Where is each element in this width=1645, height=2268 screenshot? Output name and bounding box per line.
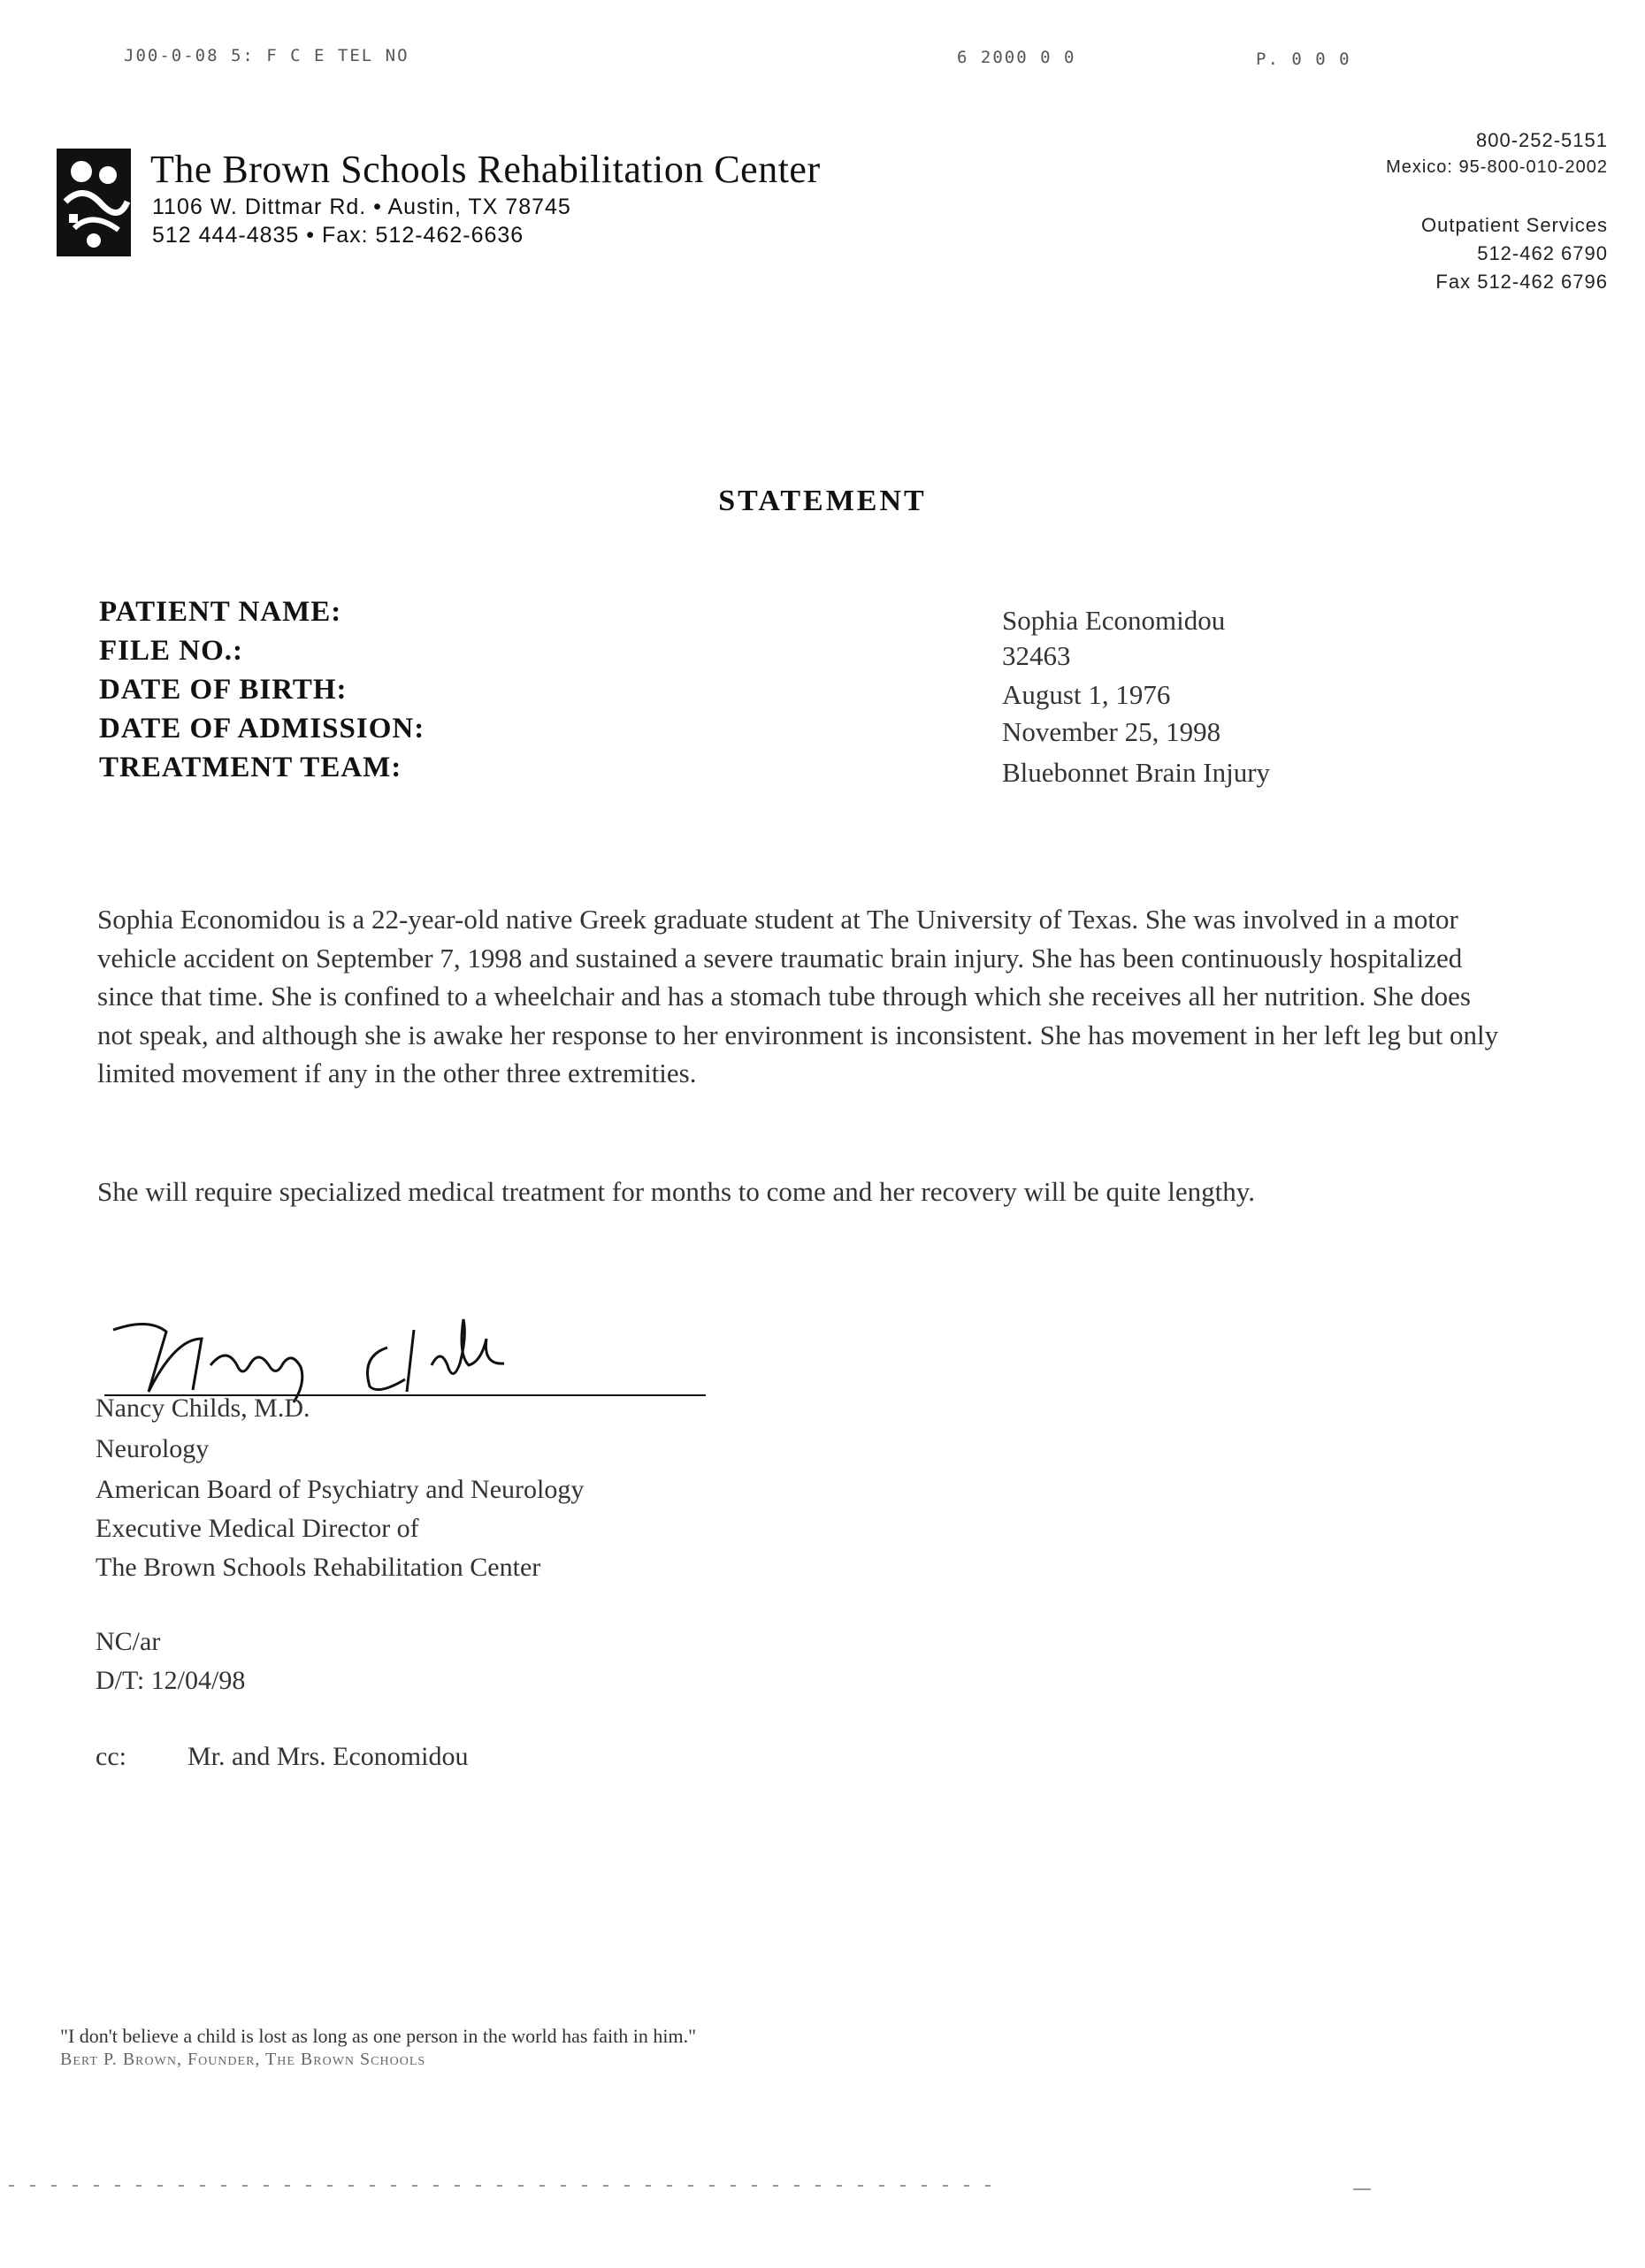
mexico-number: Mexico: 95-800-010-2002 — [1386, 157, 1608, 177]
fax-header-left: J00-0-08 5: F C E TEL NO — [124, 46, 409, 65]
signer-name: Nancy Childs, M.D. — [96, 1394, 310, 1423]
outpatient-fax: Fax 512-462 6796 — [1435, 271, 1608, 293]
fax-noise-divider — [0, 2177, 1645, 2199]
field-value-file-no: 32463 — [1002, 640, 1071, 671]
organization-phone: 512 444-4835 • Fax: 512-462-6636 — [152, 223, 524, 248]
signer-title-line1: Executive Medical Director of — [96, 1514, 419, 1543]
field-value-treatment-team: Bluebonnet Brain Injury — [1002, 757, 1271, 788]
field-label-date-of-birth: DATE OF BIRTH: — [99, 674, 348, 706]
signer-board: American Board of Psychiatry and Neurology — [96, 1475, 585, 1504]
cc-label: cc: — [96, 1742, 126, 1771]
body-paragraph: She will require specialized medical treatment for months to come and her recovery will be quite lengthy. — [97, 1176, 1256, 1207]
field-value-patient-name: Sophia Economidou — [1002, 605, 1226, 636]
field-value-date-of-birth: August 1, 1976 — [1002, 679, 1171, 710]
body-paragraph: Sophia Economidou is a 22-year-old native Greek graduate student at The University of Texas. She was involved in a motor vehicle accident on September 7, 1998 and sustained a severe traumatic brain injury. She has been continuously hospitalized since that time. She is confined to a wheelchair and has a stomach tube through which she receives all her nutrition. She does not speak, and although she is awake her response to her environment is inconsistent. She has movement in her left leg but only limited movement if any in the other three extremities. — [97, 904, 1499, 1088]
signer-title-line2: The Brown Schools Rehabilitation Center — [96, 1553, 541, 1582]
toll-free-number: 800-252-5151 — [1475, 129, 1608, 151]
footer-quote: "I don't believe a child is lost as long as one person in the world has faith in him." — [60, 2025, 697, 2047]
cc-recipients: Mr. and Mrs. Economidou — [187, 1742, 469, 1771]
field-label-file-no: FILE NO.: — [99, 635, 244, 667]
outpatient-phone: 512-462 6790 — [1477, 242, 1608, 264]
fax-header-right: P. 0 0 0 — [1256, 50, 1351, 69]
field-label-treatment-team: TREATMENT TEAM: — [99, 752, 402, 783]
signer-specialty: Neurology — [96, 1434, 210, 1463]
document-title: STATEMENT — [718, 485, 927, 517]
organization-name: The Brown Schools Rehabilitation Center — [150, 148, 821, 191]
footer-quote-author: Bert P. Brown, Founder, The Brown Schools — [60, 2050, 426, 2069]
typist-initials: NC/ar — [96, 1627, 161, 1656]
outpatient-label: Outpatient Services — [1421, 214, 1608, 236]
field-label-patient-name: PATIENT NAME: — [99, 596, 342, 628]
organization-address: 1106 W. Dittmar Rd. • Austin, TX 78745 — [152, 195, 571, 219]
fax-header-middle: 6 2000 0 0 — [957, 48, 1076, 67]
field-value-date-of-admission: November 25, 1998 — [1002, 716, 1221, 747]
brown-schools-logo-icon — [57, 149, 131, 256]
field-label-date-of-admission: DATE OF ADMISSION: — [99, 713, 425, 745]
dictation-date: D/T: 12/04/98 — [96, 1666, 246, 1695]
